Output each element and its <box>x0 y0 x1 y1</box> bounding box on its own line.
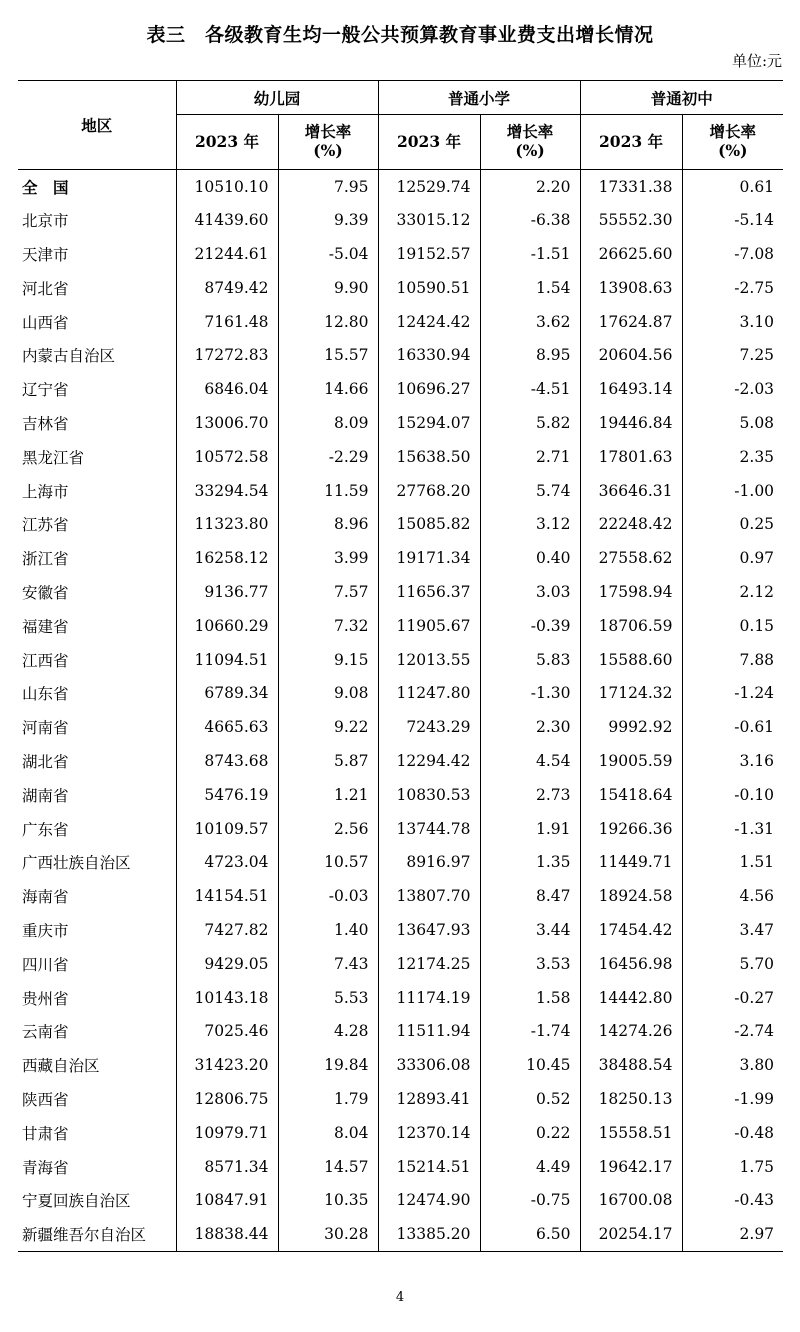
cell-junior-high-2023: 14274.26 <box>580 1014 682 1048</box>
cell-kindergarten-2023: 8743.68 <box>176 744 278 778</box>
cell-region: 贵州省 <box>22 989 69 1008</box>
cell-kindergarten-2023: 41439.60 <box>176 203 278 237</box>
growth-label: 增长率 <box>506 122 554 142</box>
cell-region: 新疆维吾尔自治区 <box>18 1217 176 1251</box>
cell-kindergarten-growth: 15.57 <box>278 338 378 372</box>
cell-junior-high-2023: 15588.60 <box>580 643 682 677</box>
cell-junior-high-growth: -0.43 <box>682 1183 783 1217</box>
cell-kindergarten-growth: 12.80 <box>278 305 378 339</box>
cell-junior-high-2023: 16700.08 <box>580 1183 682 1217</box>
cell-region: 广西壮族自治区 <box>22 854 131 873</box>
cell-primary-growth: 3.53 <box>480 947 580 981</box>
cell-primary-growth: 2.71 <box>480 440 580 474</box>
cell-region: 内蒙古自治区 <box>22 347 116 366</box>
cell-primary-growth: 3.12 <box>480 507 580 541</box>
cell-region: 黑龙江省 <box>22 448 85 467</box>
table-row <box>18 474 783 508</box>
cell-kindergarten-growth: 1.40 <box>278 913 378 947</box>
page-number: 4 <box>395 1290 405 1305</box>
cell-primary-growth: 8.95 <box>480 338 580 372</box>
cell-primary-growth: 10.45 <box>480 1048 580 1082</box>
cell-junior-high-2023: 17331.38 <box>580 170 682 204</box>
cell-region: 北京市 <box>22 212 69 231</box>
cell-kindergarten-2023: 13006.70 <box>176 406 278 440</box>
cell-junior-high-2023: 27558.62 <box>580 541 682 575</box>
header-growth <box>278 115 378 170</box>
cell-region: 天津市 <box>22 245 69 264</box>
cell-kindergarten-2023: 14154.51 <box>176 879 278 913</box>
cell-primary-growth: 1.35 <box>480 845 580 879</box>
cell-kindergarten-2023: 7025.46 <box>176 1014 278 1048</box>
cell-junior-high-2023: 17598.94 <box>580 575 682 609</box>
cell-junior-high-growth: 2.35 <box>682 440 783 474</box>
cell-junior-high-growth: -0.10 <box>682 778 783 812</box>
cell-kindergarten-2023: 17272.83 <box>176 338 278 372</box>
cell-junior-high-2023: 26625.60 <box>580 237 682 271</box>
cell-primary-2023: 10590.51 <box>378 271 480 305</box>
cell-junior-high-2023: 11449.71 <box>580 845 682 879</box>
cell-kindergarten-growth: 7.43 <box>278 947 378 981</box>
table-row <box>18 372 783 406</box>
cell-junior-high-2023: 18250.13 <box>580 1082 682 1116</box>
header-group-kindergarten: 幼儿园 <box>176 81 378 115</box>
growth-unit: (%) <box>313 141 343 160</box>
cell-kindergarten-growth: 7.95 <box>278 170 378 204</box>
table-row <box>18 643 783 677</box>
cell-region: 海南省 <box>22 888 69 907</box>
cell-region: 湖北省 <box>22 752 69 771</box>
cell-kindergarten-2023: 4665.63 <box>176 710 278 744</box>
cell-junior-high-2023: 18706.59 <box>580 609 682 643</box>
cell-junior-high-2023: 17454.42 <box>580 913 682 947</box>
cell-primary-2023: 12529.74 <box>378 170 480 204</box>
cell-primary-growth: 3.44 <box>480 913 580 947</box>
cell-junior-high-2023: 36646.31 <box>580 474 682 508</box>
cell-primary-growth: 8.47 <box>480 879 580 913</box>
cell-primary-growth: 2.20 <box>480 170 580 204</box>
cell-primary-2023: 33015.12 <box>378 203 480 237</box>
cell-primary-2023: 8916.97 <box>378 845 480 879</box>
cell-kindergarten-2023: 10847.91 <box>176 1183 278 1217</box>
table-row <box>18 1082 783 1116</box>
growth-unit: (%) <box>718 141 748 160</box>
expenditure-table <box>18 80 783 1252</box>
cell-junior-high-2023: 16493.14 <box>580 372 682 406</box>
cell-kindergarten-growth: 4.28 <box>278 1014 378 1048</box>
table-row <box>18 1116 783 1150</box>
table-row <box>18 812 783 846</box>
cell-junior-high-2023: 19446.84 <box>580 406 682 440</box>
cell-junior-high-growth: 2.97 <box>682 1217 783 1251</box>
cell-kindergarten-2023: 10572.58 <box>176 440 278 474</box>
unit-label: 单位:元 <box>731 52 782 70</box>
cell-primary-growth: -0.39 <box>480 609 580 643</box>
growth-label: 增长率 <box>709 122 757 142</box>
cell-kindergarten-2023: 8571.34 <box>176 1150 278 1184</box>
cell-kindergarten-2023: 33294.54 <box>176 474 278 508</box>
cell-primary-2023: 11905.67 <box>378 609 480 643</box>
table-row <box>18 778 783 812</box>
cell-region: 河南省 <box>22 719 69 738</box>
cell-kindergarten-2023: 10979.71 <box>176 1116 278 1150</box>
cell-kindergarten-growth: 10.57 <box>278 845 378 879</box>
cell-kindergarten-2023: 9429.05 <box>176 947 278 981</box>
cell-region: 江苏省 <box>22 516 69 535</box>
cell-region: 西藏自治区 <box>22 1057 100 1076</box>
table-row <box>18 541 783 575</box>
cell-kindergarten-growth: 3.99 <box>278 541 378 575</box>
cell-junior-high-2023: 38488.54 <box>580 1048 682 1082</box>
cell-kindergarten-growth: 9.39 <box>278 203 378 237</box>
header-group-junior-high: 普通初中 <box>580 81 783 115</box>
cell-primary-growth: 4.54 <box>480 744 580 778</box>
table-row <box>18 440 783 474</box>
cell-primary-2023: 11511.94 <box>378 1014 480 1048</box>
cell-kindergarten-growth: 5.53 <box>278 981 378 1015</box>
cell-junior-high-growth: -1.00 <box>682 474 783 508</box>
cell-kindergarten-2023: 10143.18 <box>176 981 278 1015</box>
table-row <box>18 981 783 1015</box>
cell-junior-high-growth: -0.48 <box>682 1116 783 1150</box>
header-group-primary: 普通小学 <box>378 81 580 115</box>
cell-primary-2023: 19152.57 <box>378 237 480 271</box>
cell-primary-growth: -1.51 <box>480 237 580 271</box>
cell-junior-high-growth: 1.75 <box>682 1150 783 1184</box>
cell-primary-2023: 15085.82 <box>378 507 480 541</box>
header-region: 地区 <box>18 81 176 170</box>
cell-kindergarten-2023: 7427.82 <box>176 913 278 947</box>
cell-kindergarten-growth: 7.57 <box>278 575 378 609</box>
cell-junior-high-growth: 5.70 <box>682 947 783 981</box>
cell-junior-high-growth: 3.16 <box>682 744 783 778</box>
cell-primary-2023: 12474.90 <box>378 1183 480 1217</box>
cell-junior-high-2023: 19266.36 <box>580 812 682 846</box>
cell-kindergarten-growth: 14.57 <box>278 1150 378 1184</box>
cell-kindergarten-growth: 1.21 <box>278 778 378 812</box>
table-row <box>18 710 783 744</box>
cell-region: 四川省 <box>22 955 69 974</box>
table-header <box>18 81 783 170</box>
cell-kindergarten-growth: -2.29 <box>278 440 378 474</box>
cell-primary-growth: 5.83 <box>480 643 580 677</box>
cell-junior-high-2023: 9992.92 <box>580 710 682 744</box>
cell-region: 甘肃省 <box>22 1124 69 1143</box>
header-year: 2023 年 <box>176 115 278 170</box>
cell-junior-high-growth: -0.61 <box>682 710 783 744</box>
cell-primary-growth: 6.50 <box>480 1217 580 1251</box>
cell-junior-high-growth: 3.10 <box>682 305 783 339</box>
cell-kindergarten-growth: 7.32 <box>278 609 378 643</box>
table-row <box>18 271 783 305</box>
cell-kindergarten-2023: 12806.75 <box>176 1082 278 1116</box>
header-growth <box>480 115 580 170</box>
growth-unit: (%) <box>515 141 545 160</box>
cell-junior-high-2023: 22248.42 <box>580 507 682 541</box>
cell-region: 全 国 <box>22 177 69 197</box>
cell-region: 广东省 <box>22 820 69 839</box>
table-row <box>18 305 783 339</box>
table-row <box>18 947 783 981</box>
cell-kindergarten-growth: 30.28 <box>278 1217 378 1251</box>
table-row <box>18 406 783 440</box>
cell-primary-growth: 0.52 <box>480 1082 580 1116</box>
cell-primary-2023: 11656.37 <box>378 575 480 609</box>
cell-kindergarten-growth: 5.87 <box>278 744 378 778</box>
cell-primary-2023: 15638.50 <box>378 440 480 474</box>
header-growth <box>682 115 783 170</box>
cell-kindergarten-growth: 14.66 <box>278 372 378 406</box>
cell-primary-growth: -1.74 <box>480 1014 580 1048</box>
cell-kindergarten-growth: 1.79 <box>278 1082 378 1116</box>
cell-junior-high-2023: 16456.98 <box>580 947 682 981</box>
table-row <box>18 170 783 204</box>
cell-region: 福建省 <box>22 617 69 636</box>
cell-primary-2023: 12174.25 <box>378 947 480 981</box>
cell-junior-high-2023: 14442.80 <box>580 981 682 1015</box>
table-row <box>18 1183 783 1217</box>
cell-junior-high-growth: -2.75 <box>682 271 783 305</box>
cell-kindergarten-2023: 10510.10 <box>176 170 278 204</box>
cell-kindergarten-2023: 4723.04 <box>176 845 278 879</box>
table-title: 表三 各级教育生均一般公共预算教育事业费支出增长情况 <box>146 24 654 46</box>
cell-primary-2023: 13744.78 <box>378 812 480 846</box>
header-year: 2023 年 <box>580 115 682 170</box>
cell-kindergarten-2023: 7161.48 <box>176 305 278 339</box>
table-row <box>18 507 783 541</box>
cell-junior-high-growth: -7.08 <box>682 237 783 271</box>
cell-kindergarten-2023: 10660.29 <box>176 609 278 643</box>
cell-kindergarten-growth: 9.08 <box>278 676 378 710</box>
cell-region: 浙江省 <box>22 550 69 569</box>
cell-junior-high-2023: 17624.87 <box>580 305 682 339</box>
cell-primary-2023: 27768.20 <box>378 474 480 508</box>
table-row <box>18 676 783 710</box>
cell-primary-growth: 3.62 <box>480 305 580 339</box>
cell-kindergarten-2023: 8749.42 <box>176 271 278 305</box>
cell-kindergarten-2023: 9136.77 <box>176 575 278 609</box>
cell-primary-growth: -6.38 <box>480 203 580 237</box>
cell-junior-high-growth: 7.88 <box>682 643 783 677</box>
cell-junior-high-growth: 4.56 <box>682 879 783 913</box>
cell-primary-2023: 12893.41 <box>378 1082 480 1116</box>
cell-kindergarten-growth: 9.90 <box>278 271 378 305</box>
table-row <box>18 845 783 879</box>
cell-region: 吉林省 <box>22 414 69 433</box>
table-row <box>18 1048 783 1082</box>
cell-junior-high-2023: 15558.51 <box>580 1116 682 1150</box>
cell-kindergarten-2023: 10109.57 <box>176 812 278 846</box>
cell-primary-2023: 11247.80 <box>378 676 480 710</box>
cell-junior-high-growth: 0.25 <box>682 507 783 541</box>
cell-junior-high-2023: 20254.17 <box>580 1217 682 1251</box>
cell-junior-high-2023: 17124.32 <box>580 676 682 710</box>
cell-kindergarten-growth: 11.59 <box>278 474 378 508</box>
cell-junior-high-2023: 13908.63 <box>580 271 682 305</box>
cell-kindergarten-growth: -5.04 <box>278 237 378 271</box>
cell-kindergarten-2023: 11323.80 <box>176 507 278 541</box>
cell-primary-2023: 13385.20 <box>378 1217 480 1251</box>
cell-region: 青海省 <box>22 1158 69 1177</box>
cell-junior-high-growth: 3.47 <box>682 913 783 947</box>
cell-region: 河北省 <box>22 279 69 298</box>
cell-primary-2023: 12424.42 <box>378 305 480 339</box>
cell-junior-high-2023: 19005.59 <box>580 744 682 778</box>
cell-primary-growth: 0.22 <box>480 1116 580 1150</box>
cell-region: 陕西省 <box>22 1090 69 1109</box>
cell-primary-2023: 15294.07 <box>378 406 480 440</box>
cell-primary-growth: 2.73 <box>480 778 580 812</box>
cell-primary-2023: 16330.94 <box>378 338 480 372</box>
cell-primary-2023: 12294.42 <box>378 744 480 778</box>
table-row <box>18 1150 783 1184</box>
cell-primary-growth: 4.49 <box>480 1150 580 1184</box>
cell-junior-high-2023: 20604.56 <box>580 338 682 372</box>
table-row <box>18 744 783 778</box>
header-year: 2023 年 <box>378 115 480 170</box>
cell-region: 湖南省 <box>22 786 69 805</box>
cell-primary-2023: 13807.70 <box>378 879 480 913</box>
cell-junior-high-growth: -1.99 <box>682 1082 783 1116</box>
cell-junior-high-growth: 7.25 <box>682 338 783 372</box>
cell-primary-2023: 11174.19 <box>378 981 480 1015</box>
cell-kindergarten-growth: 9.22 <box>278 710 378 744</box>
cell-primary-growth: 2.30 <box>480 710 580 744</box>
cell-junior-high-2023: 17801.63 <box>580 440 682 474</box>
cell-primary-growth: 0.40 <box>480 541 580 575</box>
cell-kindergarten-2023: 6789.34 <box>176 676 278 710</box>
cell-primary-growth: 5.74 <box>480 474 580 508</box>
cell-primary-growth: -4.51 <box>480 372 580 406</box>
cell-junior-high-growth: -1.24 <box>682 676 783 710</box>
cell-kindergarten-2023: 11094.51 <box>176 643 278 677</box>
cell-kindergarten-growth: 9.15 <box>278 643 378 677</box>
cell-junior-high-growth: 3.80 <box>682 1048 783 1082</box>
cell-kindergarten-growth: 8.09 <box>278 406 378 440</box>
table-row <box>18 203 783 237</box>
cell-primary-growth: 1.91 <box>480 812 580 846</box>
cell-junior-high-2023: 19642.17 <box>580 1150 682 1184</box>
cell-region: 山东省 <box>22 685 69 704</box>
cell-primary-growth: -1.30 <box>480 676 580 710</box>
cell-junior-high-growth: -5.14 <box>682 203 783 237</box>
cell-kindergarten-2023: 16258.12 <box>176 541 278 575</box>
table-row <box>18 609 783 643</box>
cell-junior-high-growth: -1.31 <box>682 812 783 846</box>
cell-region: 安徽省 <box>22 583 69 602</box>
cell-primary-growth: 5.82 <box>480 406 580 440</box>
table-row <box>18 575 783 609</box>
table-row <box>18 237 783 271</box>
cell-junior-high-growth: -2.03 <box>682 372 783 406</box>
cell-primary-2023: 12013.55 <box>378 643 480 677</box>
cell-kindergarten-growth: 10.35 <box>278 1183 378 1217</box>
cell-region: 山西省 <box>22 313 69 332</box>
cell-region: 重庆市 <box>22 921 69 940</box>
cell-kindergarten-2023: 31423.20 <box>176 1048 278 1082</box>
cell-primary-2023: 13647.93 <box>378 913 480 947</box>
cell-junior-high-2023: 18924.58 <box>580 879 682 913</box>
cell-junior-high-growth: 1.51 <box>682 845 783 879</box>
cell-kindergarten-growth: 2.56 <box>278 812 378 846</box>
cell-primary-2023: 7243.29 <box>378 710 480 744</box>
cell-kindergarten-growth: 8.04 <box>278 1116 378 1150</box>
cell-junior-high-growth: -0.27 <box>682 981 783 1015</box>
cell-kindergarten-growth: -0.03 <box>278 879 378 913</box>
cell-junior-high-2023: 55552.30 <box>580 203 682 237</box>
cell-region: 云南省 <box>22 1023 69 1042</box>
cell-junior-high-growth: 2.12 <box>682 575 783 609</box>
cell-primary-2023: 12370.14 <box>378 1116 480 1150</box>
cell-kindergarten-2023: 18838.44 <box>176 1217 278 1251</box>
cell-primary-growth: 1.58 <box>480 981 580 1015</box>
cell-primary-2023: 10830.53 <box>378 778 480 812</box>
table-row <box>18 913 783 947</box>
cell-primary-growth: 1.54 <box>480 271 580 305</box>
cell-primary-growth: -0.75 <box>480 1183 580 1217</box>
table-row <box>18 338 783 372</box>
cell-primary-2023: 15214.51 <box>378 1150 480 1184</box>
cell-junior-high-2023: 15418.64 <box>580 778 682 812</box>
table-row <box>18 879 783 913</box>
cell-kindergarten-2023: 5476.19 <box>176 778 278 812</box>
table-row <box>18 1014 783 1048</box>
cell-primary-growth: 3.03 <box>480 575 580 609</box>
growth-label: 增长率 <box>304 122 352 142</box>
cell-region: 江西省 <box>22 651 69 670</box>
cell-primary-2023: 33306.08 <box>378 1048 480 1082</box>
cell-kindergarten-2023: 21244.61 <box>176 237 278 271</box>
cell-primary-2023: 10696.27 <box>378 372 480 406</box>
cell-junior-high-growth: 0.97 <box>682 541 783 575</box>
table-body <box>18 170 783 1252</box>
cell-region: 上海市 <box>22 482 69 501</box>
cell-region: 宁夏回族自治区 <box>22 1192 131 1211</box>
cell-primary-2023: 19171.34 <box>378 541 480 575</box>
cell-junior-high-growth: 0.61 <box>682 170 783 204</box>
cell-kindergarten-2023: 6846.04 <box>176 372 278 406</box>
cell-region: 辽宁省 <box>22 381 69 400</box>
cell-kindergarten-growth: 19.84 <box>278 1048 378 1082</box>
cell-junior-high-growth: 5.08 <box>682 406 783 440</box>
cell-junior-high-growth: -2.74 <box>682 1014 783 1048</box>
table-row <box>18 1217 783 1251</box>
cell-junior-high-growth: 0.15 <box>682 609 783 643</box>
cell-kindergarten-growth: 8.96 <box>278 507 378 541</box>
